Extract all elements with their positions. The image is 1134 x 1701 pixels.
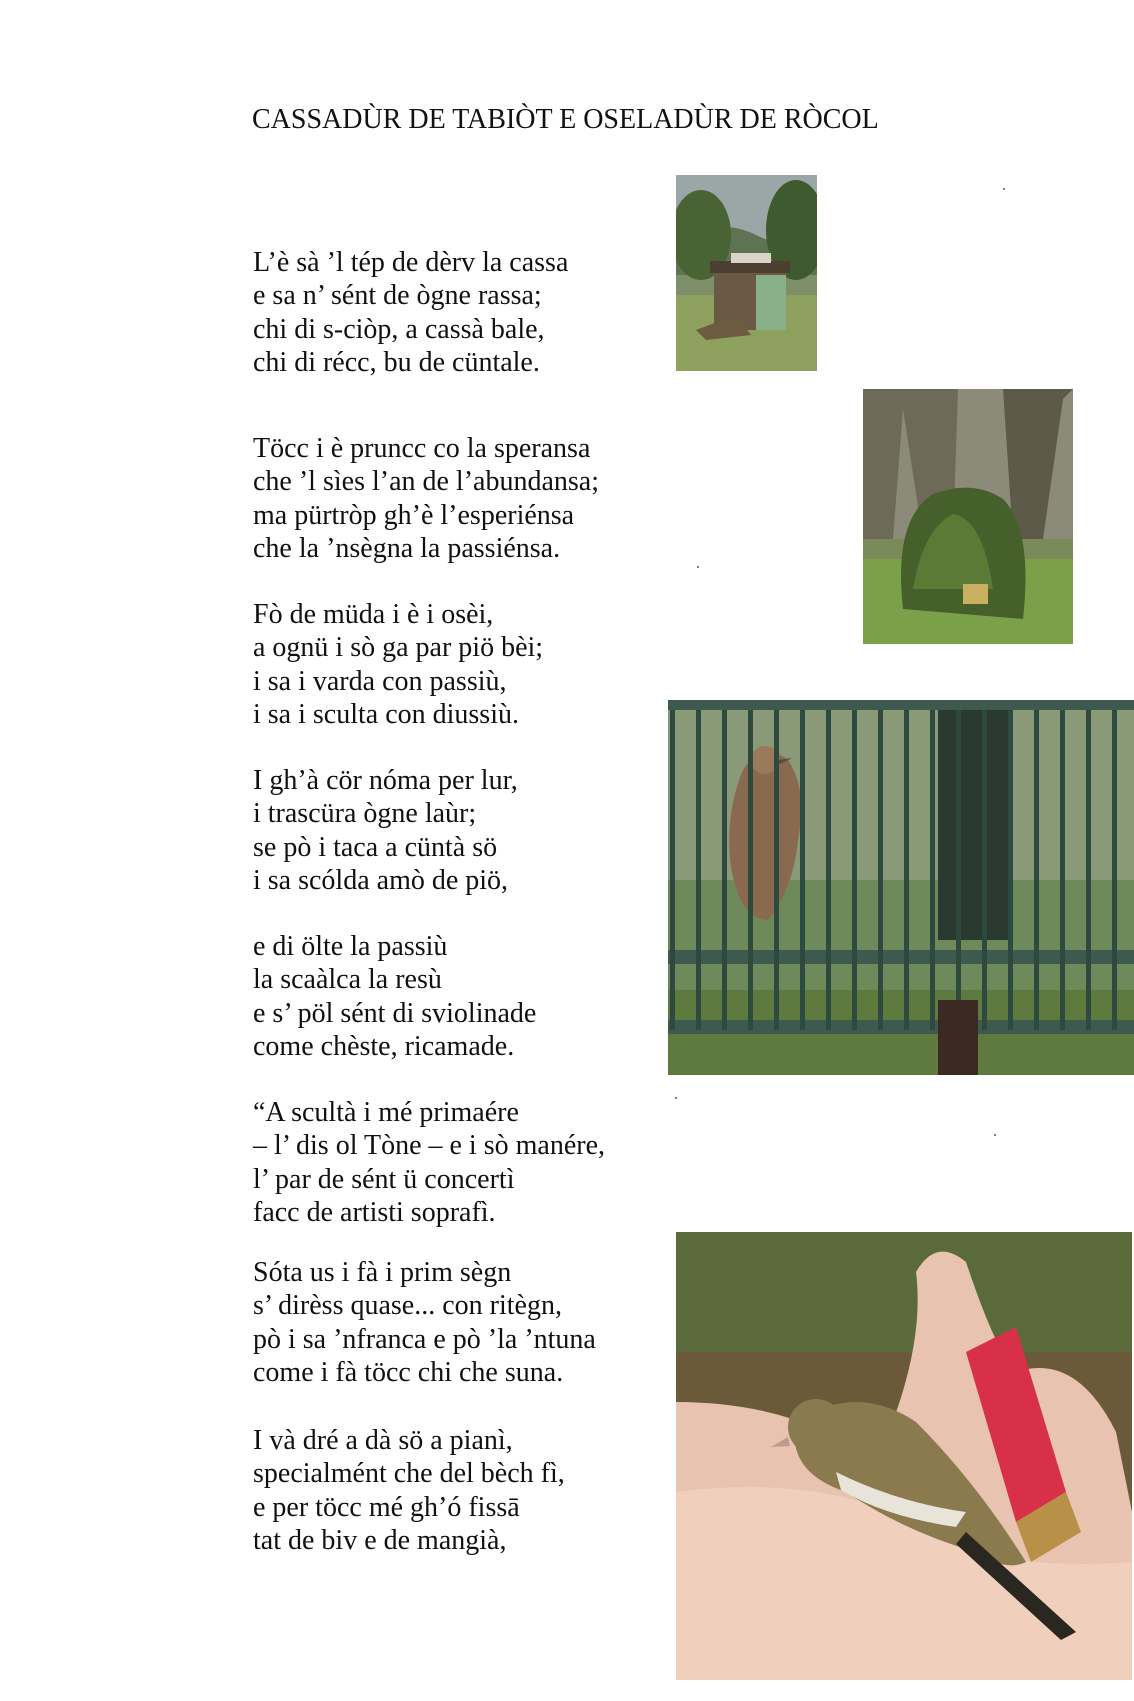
- stanza-6: [253, 1096, 605, 1229]
- stanza-2: [253, 432, 599, 565]
- verse-line: tat de biv e de mangià,: [253, 1524, 507, 1556]
- moss-hide-photo: [863, 389, 1073, 644]
- verse-line: e di ölte la passiù: [253, 931, 448, 962]
- verse-line: l’ par de sént ü concertì: [253, 1163, 515, 1195]
- verse-line: a ognü i sò ga par piö bèi;: [253, 632, 544, 664]
- verse-line: e sa n’ sént de ògne rassa;: [253, 280, 542, 312]
- verse-line: e per töcc mé gh’ó fissā: [253, 1491, 520, 1523]
- scan-speck: [994, 1134, 996, 1136]
- verse-line: pò i sa ’nfranca e pò ’la ’ntuna: [253, 1323, 596, 1355]
- scan-speck: [697, 566, 699, 568]
- verse-line: se pò i taca a cüntà sö: [253, 831, 498, 863]
- stanza-4: [253, 764, 518, 897]
- verse-line: specialmént che del bèch fì,: [253, 1458, 565, 1490]
- hunting-hut-photo: [676, 175, 817, 371]
- verse-line: chi di s-ciòp, a cassà bale,: [253, 313, 545, 345]
- verse-line: Fò de müda i è i osèi,: [253, 599, 494, 630]
- verse-line: i sa i sculta con diussiù.: [253, 698, 519, 730]
- finch-in-hand-photo: [676, 1232, 1132, 1680]
- verse-line: che la ’nsègna la passiénsa.: [253, 532, 561, 564]
- verse-line: I gh’à cör nóma per lur,: [253, 765, 518, 796]
- poem-title: CASSADÙR DE TABIÒT E OSELADÙR DE RÒCOL: [252, 104, 879, 135]
- verse-line: la scaàlca la resù: [253, 964, 442, 996]
- caged-bird-photo: [668, 700, 1134, 1075]
- stanza-7: [253, 1256, 596, 1389]
- verse-line: Töcc i è pruncc co la speransa: [253, 433, 591, 464]
- verse-line: che ’l sìes l’an de l’abundansa;: [253, 466, 599, 498]
- verse-line: “A scultà i mé primaére: [253, 1097, 519, 1128]
- verse-line: i sa scólda amò de piö,: [253, 864, 509, 896]
- stanza-8: [253, 1424, 565, 1557]
- verse-line: come chèste, ricamade.: [253, 1030, 515, 1062]
- verse-line: i sa i varda con passiù,: [253, 665, 507, 697]
- verse-line: e s’ pöl sént di sviolinade: [253, 997, 537, 1029]
- verse-line: – l’ dis ol Tòne – e i sò manére,: [253, 1130, 605, 1162]
- scan-speck: [1003, 188, 1005, 190]
- verse-line: ma pürtròp gh’è l’esperiénsa: [253, 499, 575, 531]
- stanza-5: [253, 930, 536, 1063]
- verse-line: I và dré a dà sö a pianì,: [253, 1425, 513, 1456]
- verse-line: i trascüra ògne laùr;: [253, 798, 477, 830]
- verse-line: s’ dirèss quase... con ritègn,: [253, 1290, 562, 1322]
- stanza-1: [253, 246, 568, 379]
- verse-line: chi di récc, bu de cüntale.: [253, 346, 540, 378]
- verse-line: come i fà töcc chi che suna.: [253, 1356, 564, 1388]
- verse-line: Sóta us i fà i prim sègn: [253, 1257, 512, 1288]
- stanza-3: [253, 598, 543, 731]
- scan-speck: [675, 1097, 677, 1099]
- verse-line: facc de artisti soprafì.: [253, 1196, 496, 1228]
- verse-line: L’è sà ’l tép de dèrv la cassa: [253, 247, 569, 278]
